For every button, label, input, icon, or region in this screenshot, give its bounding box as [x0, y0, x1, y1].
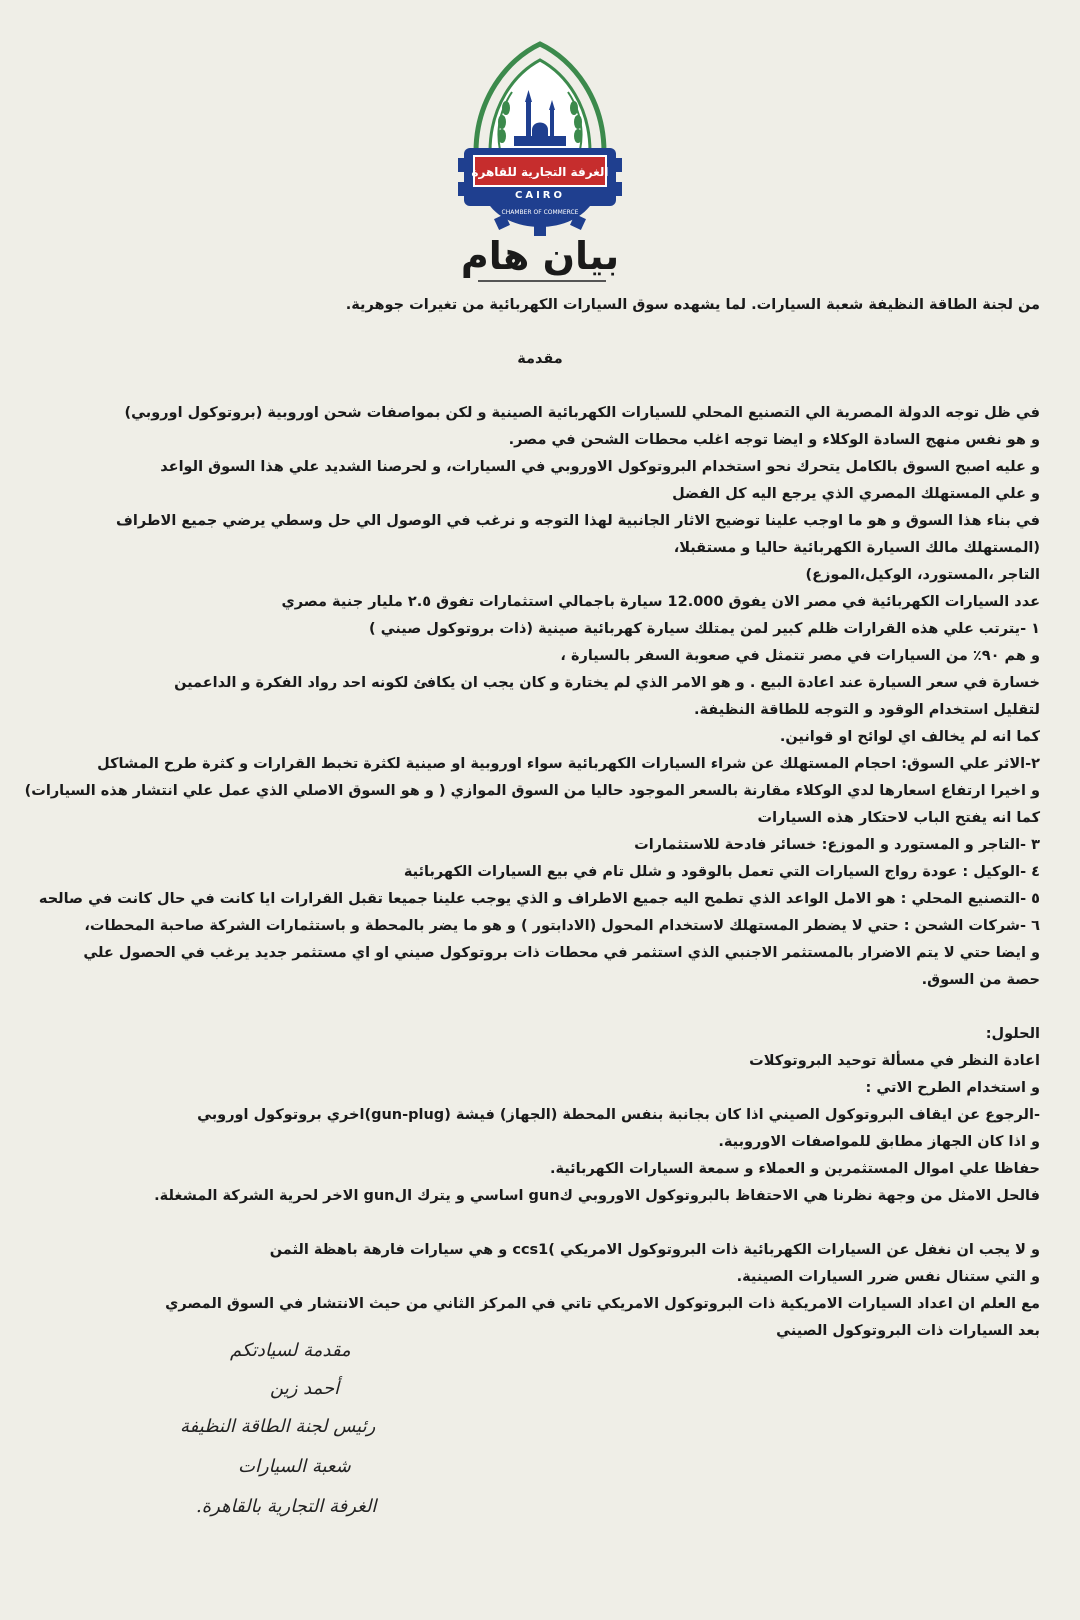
body-line: لتقليل استخدام الوقود و التوجه للطاقة النظيفة.: [694, 702, 1040, 718]
body-line: و علي المستهلك المصري الذي يرجع اليه كل الفضل: [672, 486, 1040, 502]
body-line: و ايضا حتي لا يتم الاضرار بالمستثمر الاجنبي الذي استثمر في محطات ذات بروتوكول صيني او اي مستثمر جديد يرغب في الحصول علي: [83, 945, 1040, 961]
body-line: عدد السيارات الكهربائية في مصر الان يفوق 12.000 سيارة باجمالي استثمارات تفوق ٢.٥ مليار جنية مصري: [281, 594, 1040, 610]
body-line: ٥ -التصنيع المحلي : هو الامل الواعد الذي تطمح اليه جميع الاطراف و الذي يوجب علينا جميعا تقبل القرارات ايا كانت في حال كانت في صالحه: [38, 891, 1040, 907]
signature-title: رئيس لجنة الطاقة النظيفة: [180, 1416, 376, 1437]
body-line: ٦ -شركات الشحن : حتي لا يضطر المستهلك لاستخدام المحول (الادابتور ) و هو ما يضر بالمحطة و باستثمارات الشركة صاحبة المحطات،: [84, 918, 1040, 934]
body-line: و هم ٩٠٪ من السيارات في مصر تتمثل في صعوبة السفر بالسيارة ،: [560, 648, 1040, 664]
solution-line: -الرجوع عن ايقاف البروتوكول الصيني اذا كان بجانبة بنفس المحطة (الجهاز) فيشة (gun-plug)اخري بروتوكول اوروبي: [197, 1107, 1040, 1123]
body-line: (المستهلك مالك السيارة الكهربائية حاليا و مستقبلا،: [673, 540, 1040, 556]
solutions-list: [40, 1048, 1040, 1210]
title-underline: [478, 280, 606, 282]
logo-band-en: CAIRO: [515, 190, 565, 201]
body-line: التاجر ،المستورد، الوكيل،الموزع): [805, 567, 1040, 583]
body-line: خسارة في سعر السيارة عند اعادة البيع . و هو الامر الذي لم يختارة و كان يجب ان يكافئ لكونه احد رواد الفكرة و الداعمين: [174, 675, 1040, 691]
closing-paragraph: [40, 1237, 1040, 1345]
body-line: و اخيرا ارتفاع اسعارها لدي الوكلاء مقارنة بالسعر الموجود حاليا من السوق الموازي ( و هو السوق الاصلي الذي عمل علي انتشار هذه السيارات): [24, 783, 1040, 799]
document-body: [24, 292, 1040, 1345]
closing-line: و لا يجب ان نغفل عن السيارات الكهربائية ذات البروتوكول الامريكي )ccs1 و هي سيارات فارهة باهظة الثمن: [269, 1242, 1040, 1258]
closing-line: بعد السيارات ذات البروتوكول الصيني: [776, 1323, 1040, 1339]
intro-line: من لجنة الطاقة النظيفة شعبة السيارات. لما يشهده سوق السيارات الكهربائية من تغيرات جوهرية.: [345, 297, 1040, 313]
signature-greeting: مقدمة لسيادتكم: [230, 1340, 351, 1361]
solution-line: و استخدام الطرح الاتي :: [865, 1080, 1040, 1096]
logo-subtitle-en: CHAMBER OF COMMERCE: [501, 209, 579, 216]
body-line: حصة من السوق.: [921, 972, 1040, 988]
signature-name: أحمد زين: [270, 1378, 340, 1399]
body-line: و عليه اصبح السوق بالكامل يتحرك نحو استخدام البروتوكول الاوروبي في السيارات، و لحرصنا الشديد علي هذا السوق الواعد: [160, 459, 1040, 475]
closing-line: مع العلم ان اعداد السيارات الامريكية ذات البروتوكول الامريكي تاتي في المركز الثاني من حيث الانتشار في السوق المصري: [165, 1296, 1040, 1312]
body-line: كما انه يفتح الباب لاحتكار هذه السيارات: [757, 810, 1040, 826]
solution-line: و اذا كان الجهاز مطابق للمواصفات الاوروبية.: [718, 1134, 1040, 1150]
solution-line: فالحل الامثل من وجهة نظرنا هي الاحتفاظ بالبروتوكول الاوروبي كgun اساسي و يترك الgun الاخر لحرية الشركة المشغلة.: [154, 1188, 1040, 1204]
heading-solutions: الحلول:: [985, 1026, 1040, 1042]
signature-division: شعبة السيارات: [238, 1456, 351, 1477]
introduction-paragraphs: [24, 400, 1040, 994]
solution-line: اعادة النظر في مسألة توحيد البروتوكلات: [749, 1053, 1040, 1069]
solution-line: حفاظا علي اموال المستثمرين و العملاء و سمعة السيارات الكهربائية.: [549, 1161, 1040, 1177]
logo-name-ar: الغرفة التجارية للقاهرة: [471, 165, 609, 179]
document-title: بيان هام: [460, 234, 620, 278]
body-line: في ظل توجه الدولة المصرية الي التصنيع المحلي للسيارات الكهربائية الصينية و لكن بمواصفات شحن اوروبية (بروتوكول اوروبي): [124, 405, 1040, 421]
chamber-logo: [456, 40, 624, 236]
body-line: كما انه لم يخالف اي لوائح او قوانين.: [779, 729, 1040, 745]
body-line: ٤ -الوكيل : عودة رواج السيارات التي تعمل بالوقود و شلل تام في بيع السيارات الكهربائية: [403, 864, 1040, 880]
heading-introduction: مقدمة: [517, 351, 563, 367]
body-line: ٢-الاثر علي السوق: احجام المستهلك عن شراء السيارات الكهربائية سواء اوروبية او صينية لكثرة تخبط القرارات و كثرة طرح المشاكل: [97, 756, 1040, 772]
signature-organization: الغرفة التجارية بالقاهرة.: [196, 1496, 377, 1517]
body-line: ٣ -التاجر و المستورد و الموزع: خسائر فادحة للاستثمارات: [634, 837, 1040, 853]
body-line: ١ -يترتب علي هذه القرارات ظلم كبير لمن يمتلك سيارة كهربائية صينية (ذات بروتوكول صيني ): [369, 621, 1040, 637]
closing-line: و التي ستنال نفس ضرر السيارات الصينية.: [736, 1269, 1040, 1285]
body-line: في بناء هذا السوق و هو ما اوجب علينا توضيح الاثار الجانبية لهذا التوجه و نرغب في الوصول الي حل وسطي يرضي جميع الاطراف: [116, 513, 1040, 529]
body-line: و هو نفس منهج السادة الوكلاء و ايضا توجه اغلب محطات الشحن في مصر.: [508, 432, 1040, 448]
